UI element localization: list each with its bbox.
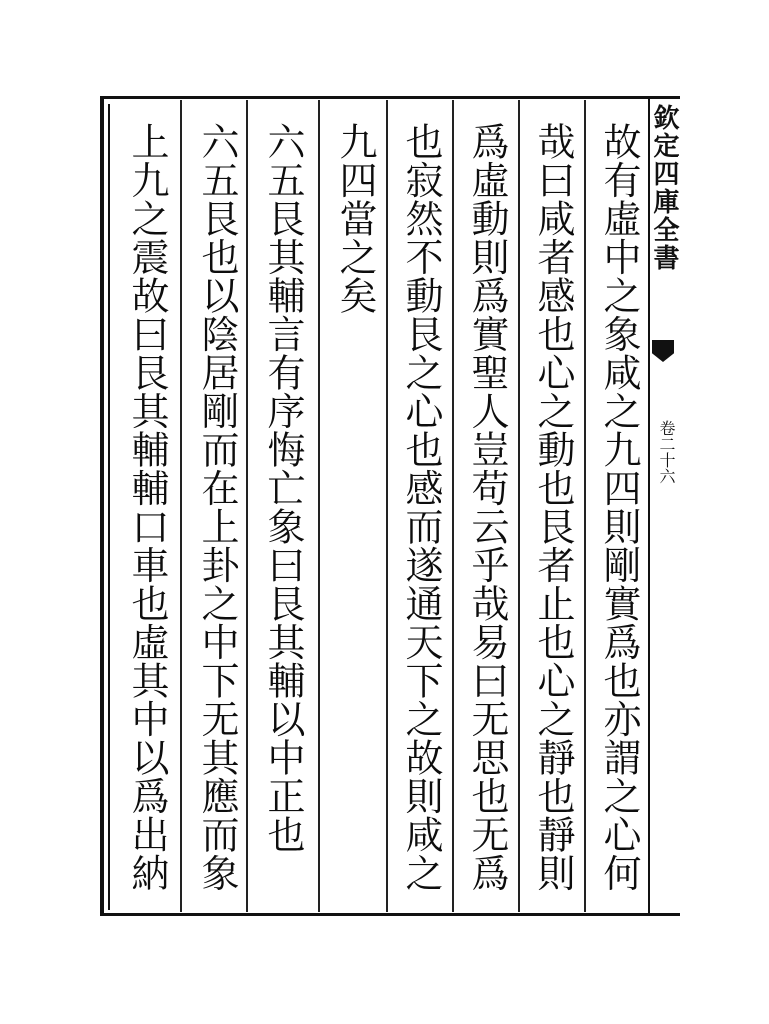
column-divider xyxy=(584,100,586,912)
text-column-4: 也寂然不動艮之心也感而遂通天下之故則咸之 xyxy=(399,122,443,892)
text-column-6: 六五艮其輔言有序悔亡象曰艮其輔以中正也 xyxy=(261,122,305,854)
text-column-2: 哉曰咸者感也心之動也艮者止也心之靜也靜則 xyxy=(531,122,575,892)
column-divider xyxy=(180,100,182,912)
text-column-8: 上九之震故曰艮其輔輔口車也虛其中以爲出納 xyxy=(125,122,169,892)
column-divider xyxy=(386,100,388,912)
column-divider xyxy=(452,100,454,912)
column-divider xyxy=(518,100,520,912)
text-column-1: 故有虛中之象咸之九四則剛實爲也亦謂之心何 xyxy=(597,122,641,892)
text-column-5: 九四當之矣 xyxy=(333,122,377,315)
column-divider xyxy=(318,100,320,912)
margin-juan-number: 卷二十六 xyxy=(657,420,676,484)
inner-border-rule xyxy=(108,104,110,910)
text-column-3: 爲虛動則爲實聖人豈苟云乎哉易曰无思也无爲 xyxy=(465,122,509,892)
margin-book-title: 欽定四庫全書 xyxy=(649,104,679,272)
text-column-7: 六五艮也以陰居剛而在上卦之中下无其應而象 xyxy=(195,122,239,892)
